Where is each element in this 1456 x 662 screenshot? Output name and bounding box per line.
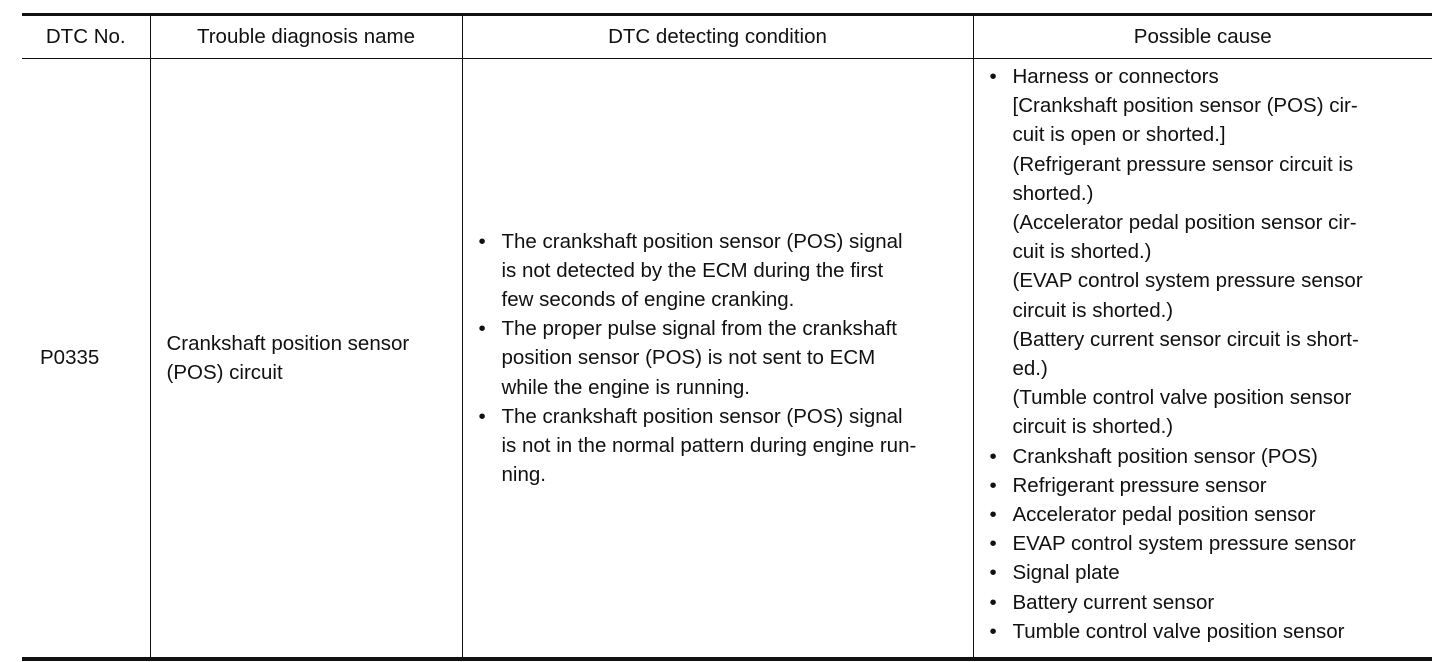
cause-line: (Accelerator pedal position sensor cir- — [1012, 211, 1357, 235]
condition-line: The proper pulse signal from the crankshaft — [501, 317, 897, 341]
cause-line: Refrigerant pressure sensor — [1012, 473, 1267, 497]
cause-line: Crankshaft position sensor (POS) — [1012, 444, 1318, 468]
condition-line: The crankshaft position sensor (POS) signal — [501, 404, 903, 428]
trouble-name-line: (POS) circuit — [166, 361, 283, 384]
condition-line: ning. — [501, 463, 546, 487]
cause-line: cuit is open or shorted.] — [1012, 123, 1226, 147]
cause-line: Accelerator pedal position sensor — [1012, 503, 1316, 527]
table-row — [22, 59, 1432, 660]
cause-item — [986, 617, 1427, 646]
cause-item — [986, 442, 1427, 471]
cause-item — [986, 471, 1427, 500]
condition-line: is not detected by the ECM during the first — [501, 258, 884, 282]
cause-line: (EVAP control system pressure sensor — [1012, 269, 1363, 293]
cause-line: shorted.) — [1012, 181, 1094, 205]
condition-item — [475, 314, 965, 402]
bullet-icon: • — [989, 532, 997, 556]
dtc-number-cell — [22, 59, 150, 660]
header-dtc-detecting-condition: DTC detecting condition — [462, 15, 973, 59]
detecting-condition-cell — [462, 59, 973, 660]
condition-line: The crankshaft position sensor (POS) signal — [501, 229, 903, 253]
cause-item — [986, 558, 1427, 587]
bullet-icon: • — [478, 229, 486, 253]
cause-line: EVAP control system pressure sensor — [1012, 532, 1356, 556]
cause-line: Battery current sensor — [1012, 590, 1215, 614]
bullet-icon: • — [989, 503, 997, 527]
condition-line: while the engine is running. — [501, 375, 750, 399]
cause-item — [986, 500, 1427, 529]
cause-line: (Battery current sensor circuit is short- — [1012, 327, 1359, 351]
condition-list — [475, 227, 965, 490]
dtc-table — [22, 13, 1432, 661]
bullet-icon: • — [989, 590, 997, 614]
cause-line: circuit is shorted.) — [1012, 298, 1174, 322]
cause-line: Harness or connectors — [1012, 65, 1219, 88]
condition-item — [475, 227, 965, 315]
cause-line: [Crankshaft position sensor (POS) cir- — [1012, 94, 1358, 118]
condition-item — [475, 402, 965, 490]
cause-item — [986, 62, 1427, 442]
cause-line: circuit is shorted.) — [1012, 415, 1174, 439]
bullet-icon: • — [989, 561, 997, 585]
cause-item — [986, 588, 1427, 617]
bullet-icon: • — [989, 65, 997, 88]
cause-line: ed.) — [1012, 357, 1048, 381]
cause-line: (Refrigerant pressure sensor circuit is — [1012, 152, 1354, 176]
bullet-icon: • — [478, 404, 486, 428]
bullet-icon: • — [989, 473, 997, 497]
dtc-table-sheet — [22, 13, 1432, 656]
cause-line: Signal plate — [1012, 561, 1120, 585]
condition-line: position sensor (POS) is not sent to ECM — [501, 346, 876, 370]
dtc-number: P0335 — [40, 346, 100, 370]
cause-item — [986, 529, 1427, 558]
trouble-name-line: Crankshaft position sensor — [166, 331, 410, 355]
header-dtc-no: DTC No. — [22, 15, 150, 59]
cause-line: (Tumble control valve position sensor — [1012, 386, 1352, 410]
bullet-icon: • — [989, 444, 997, 468]
bullet-icon: • — [478, 317, 486, 341]
header-row — [22, 15, 1432, 59]
condition-line: few seconds of engine cranking. — [501, 287, 795, 311]
header-possible-cause: Possible cause — [973, 15, 1432, 59]
header-trouble-diagnosis-name: Trouble diagnosis name — [150, 15, 462, 59]
possible-cause-cell — [973, 59, 1432, 660]
condition-line: is not in the normal pattern during engine run- — [501, 434, 917, 457]
bullet-icon: • — [989, 619, 997, 643]
trouble-diagnosis-name-cell — [150, 59, 462, 660]
cause-list — [986, 62, 1427, 646]
cause-line: Tumble control valve position sensor — [1012, 619, 1345, 643]
cause-line: cuit is shorted.) — [1012, 240, 1152, 264]
